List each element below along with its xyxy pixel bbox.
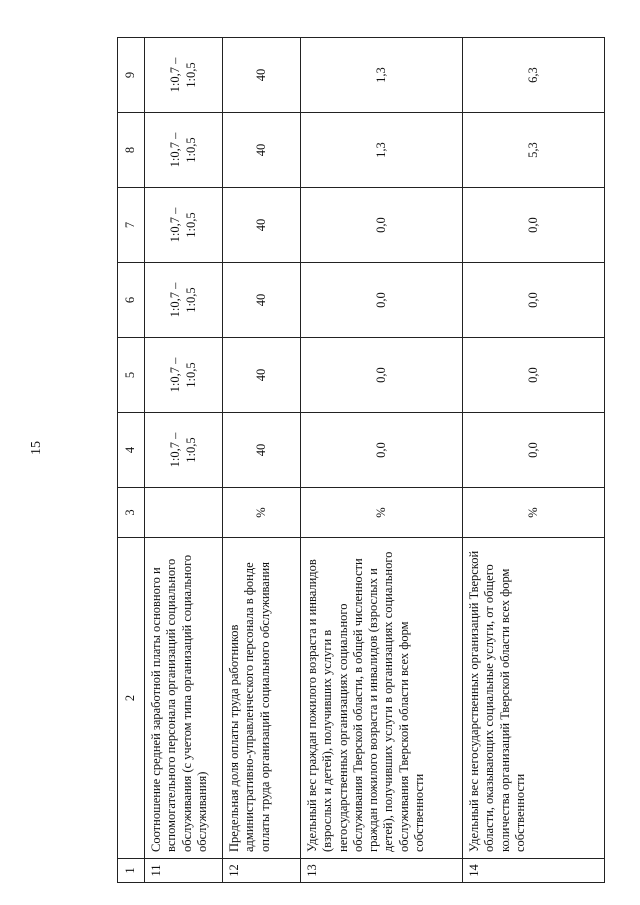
value-cell: 1:0,7 – 1:0,5 xyxy=(145,188,223,263)
rotated-table-frame xyxy=(117,38,599,883)
header-cell: 5 xyxy=(118,338,145,413)
value-cell: 1:0,7 – 1:0,5 xyxy=(145,338,223,413)
row-number: 12 xyxy=(223,859,301,883)
table-row xyxy=(145,38,223,883)
row-description: Удельный вес граждан пожилого возраста и инвалидов (взрослых и детей), получивших услуги в негосударственных организациях социального обслуживания Тверской области, в общей численности граждан пожилого возраста и инвалидов (взрослых и детей), получивших услуги в организациях социального обслуживания Тверской области всех форм собственности xyxy=(301,538,463,859)
row-unit: % xyxy=(223,488,301,538)
value-cell: 1:0,7 – 1:0,5 xyxy=(145,413,223,488)
row-number: 14 xyxy=(463,859,605,883)
value-cell: 0,0 xyxy=(463,188,605,263)
row-description: Удельный вес негосударственных организаций Тверской области, оказывающих социальные услуги, от общего количества организаций Тверской области всех форм собственности xyxy=(463,538,605,859)
row-unit: % xyxy=(463,488,605,538)
value-cell: 40 xyxy=(223,113,301,188)
value-cell: 40 xyxy=(223,413,301,488)
header-cell: 2 xyxy=(118,538,145,859)
table-row xyxy=(463,38,605,883)
row-number: 13 xyxy=(301,859,463,883)
header-cell: 3 xyxy=(118,488,145,538)
row-number: 11 xyxy=(145,859,223,883)
header-cell: 1 xyxy=(118,859,145,883)
value-cell: 6,3 xyxy=(463,38,605,113)
indicators-table xyxy=(117,37,605,883)
row-description: Предельная доля оплаты труда работников административно-управленческого персонала в фонде оплаты труда организаций социального обслуживания xyxy=(223,538,301,859)
value-cell: 1:0,7 – 1:0,5 xyxy=(145,263,223,338)
page-number: 15 xyxy=(29,441,44,455)
header-cell: 6 xyxy=(118,263,145,338)
header-cell: 9 xyxy=(118,38,145,113)
header-cell: 7 xyxy=(118,188,145,263)
table-row xyxy=(223,38,301,883)
value-cell: 40 xyxy=(223,338,301,413)
value-cell: 40 xyxy=(223,263,301,338)
value-cell: 5,3 xyxy=(463,113,605,188)
table-header-row xyxy=(118,38,145,883)
header-cell: 8 xyxy=(118,113,145,188)
row-unit xyxy=(145,488,223,538)
table-row xyxy=(301,38,463,883)
value-cell: 0,0 xyxy=(301,188,463,263)
header-cell: 4 xyxy=(118,413,145,488)
value-cell: 0,0 xyxy=(463,263,605,338)
rotated-table-wrapper xyxy=(117,38,599,883)
value-cell: 1,3 xyxy=(301,113,463,188)
row-description: Соотношение средней заработной платы основного и вспомогательного персонала организаций социального обслуживания (с учетом типа организаций социального обслуживания) xyxy=(145,538,223,859)
value-cell: 1:0,7 – 1:0,5 xyxy=(145,113,223,188)
value-cell: 0,0 xyxy=(301,413,463,488)
value-cell: 0,0 xyxy=(301,338,463,413)
value-cell: 40 xyxy=(223,38,301,113)
value-cell: 0,0 xyxy=(463,338,605,413)
value-cell: 1:0,7 – 1:0,5 xyxy=(145,38,223,113)
value-cell: 0,0 xyxy=(301,263,463,338)
value-cell: 1,3 xyxy=(301,38,463,113)
value-cell: 0,0 xyxy=(463,413,605,488)
row-unit: % xyxy=(301,488,463,538)
value-cell: 40 xyxy=(223,188,301,263)
